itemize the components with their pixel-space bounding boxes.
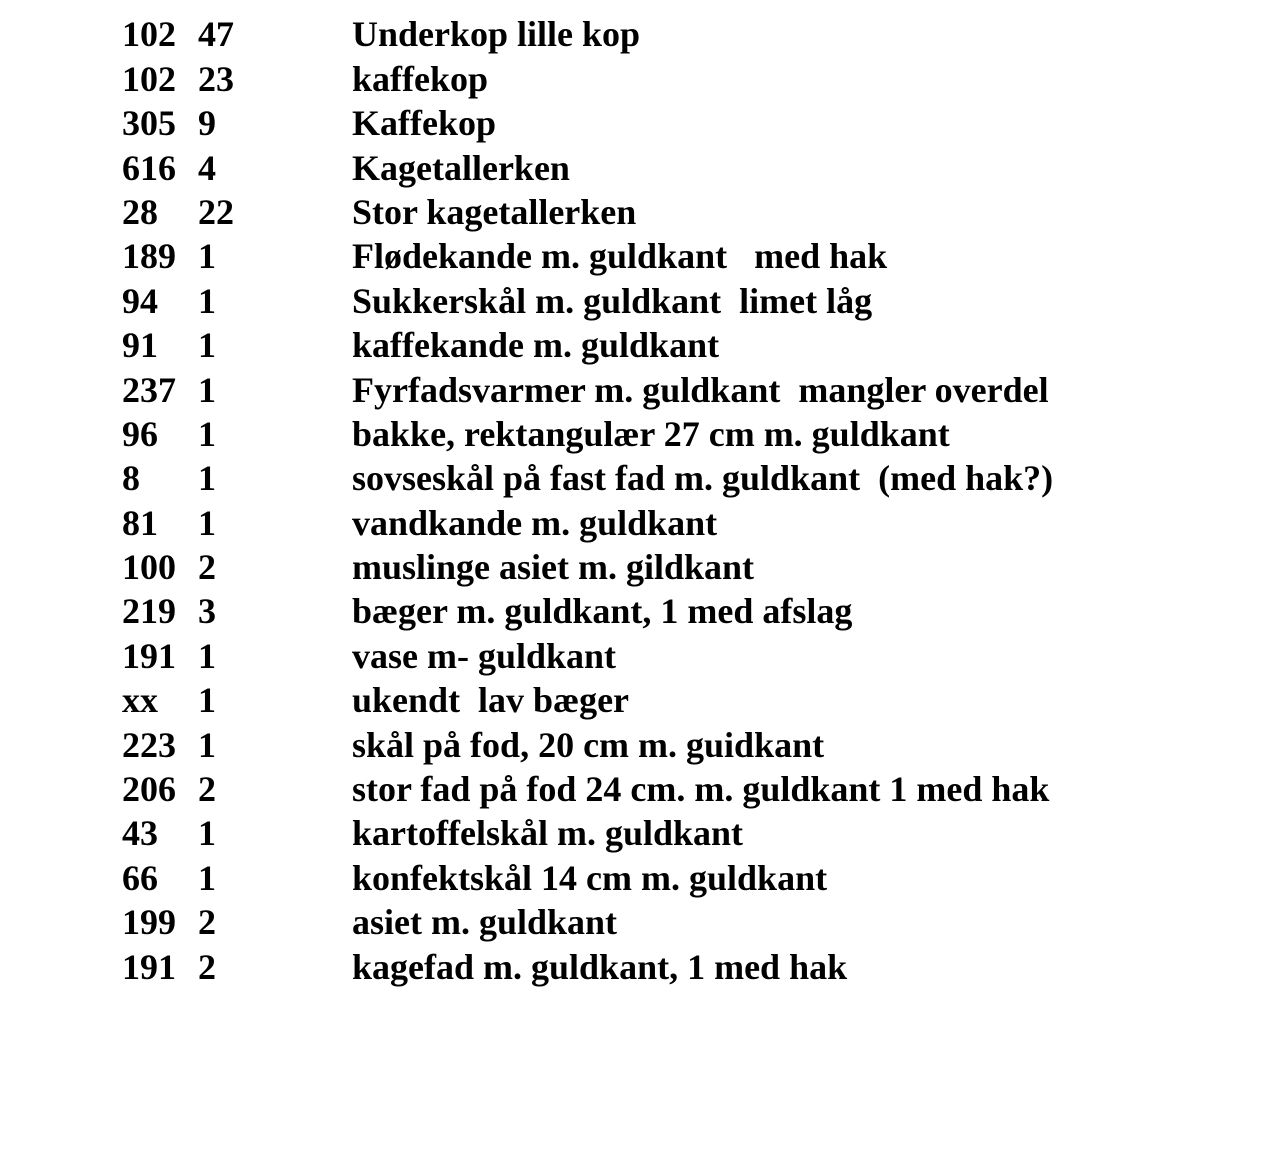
item-quantity: 23 — [198, 58, 234, 99]
list-item — [0, 501, 1280, 545]
list-item — [0, 368, 1280, 412]
item-number: 237 — [122, 369, 176, 410]
item-quantity: 1 — [198, 502, 216, 543]
item-number: 96 — [122, 413, 158, 454]
list-item — [0, 0, 1280, 12]
item-quantity: 4 — [198, 147, 216, 188]
item-number: 189 — [122, 236, 176, 277]
item-number: 94 — [122, 280, 158, 321]
list-item — [0, 900, 1280, 944]
item-quantity: 47 — [198, 14, 234, 55]
list-item — [0, 856, 1280, 900]
list-item — [0, 101, 1280, 145]
item-description: vandkande m. guldkant — [352, 502, 718, 543]
item-number: 219 — [122, 591, 176, 632]
item-description: ukendt lav bæger — [352, 680, 630, 721]
item-quantity: 2 — [198, 547, 216, 588]
list-item — [0, 412, 1280, 456]
item-number: 100 — [122, 547, 176, 588]
item-description: bakke, rektangulær 27 cm m. guldkant — [352, 413, 950, 454]
item-number: 102 — [122, 14, 176, 55]
list-item — [0, 234, 1280, 278]
list-item — [0, 545, 1280, 589]
list-item — [0, 190, 1280, 234]
item-number: 223 — [122, 724, 176, 765]
list-item — [0, 323, 1280, 367]
item-description: stor fad på fod 24 cm. m. guldkant 1 med hak — [352, 769, 1050, 810]
item-description: kaffekop — [352, 58, 489, 99]
item-quantity: 2 — [198, 769, 216, 810]
item-number: 191 — [122, 635, 176, 676]
item-number: 199 — [122, 902, 176, 943]
item-quantity: 1 — [198, 724, 216, 765]
item-number: 191 — [122, 946, 176, 987]
item-description: Kagetallerken — [352, 147, 570, 188]
item-number: 305 — [122, 103, 176, 144]
item-description: Kaffekop — [352, 103, 496, 144]
item-quantity: 22 — [198, 191, 234, 232]
item-number: 8 — [122, 458, 140, 499]
item-number: 616 — [122, 147, 176, 188]
item-quantity: 1 — [198, 369, 216, 410]
item-quantity: 1 — [198, 857, 216, 898]
list-item — [0, 146, 1280, 190]
item-description: Underkop lille kop — [352, 14, 641, 55]
list-item — [0, 678, 1280, 722]
list-item — [0, 723, 1280, 767]
item-description: kartoffelskål m. guldkant — [352, 813, 744, 854]
item-description: konfektskål 14 cm m. guldkant — [352, 857, 828, 898]
item-description: Stor kagetallerken — [352, 191, 637, 232]
list-item — [0, 589, 1280, 633]
item-quantity: 9 — [198, 103, 216, 144]
item-description: Flødekande m. guldkant med hak — [352, 236, 888, 277]
item-quantity: 1 — [198, 280, 216, 321]
item-quantity: 1 — [198, 813, 216, 854]
item-quantity: 3 — [198, 591, 216, 632]
item-description: Sukkerskål m. guldkant limet låg — [352, 280, 873, 321]
list-item — [0, 811, 1280, 855]
list-item — [0, 57, 1280, 101]
item-quantity: 2 — [198, 946, 216, 987]
item-number: xx — [122, 680, 158, 721]
item-number: 102 — [122, 58, 176, 99]
item-description: sovseskål på fast fad m. guldkant (med hak?) — [352, 458, 1054, 499]
item-quantity: 1 — [198, 458, 216, 499]
item-description: bæger m. guldkant, 1 med afslag — [352, 591, 853, 632]
item-number: 81 — [122, 502, 158, 543]
item-quantity: 1 — [198, 325, 216, 366]
item-description: kaffekande m. guldkant — [352, 325, 720, 366]
item-quantity: 1 — [198, 635, 216, 676]
item-quantity: 1 — [198, 236, 216, 277]
list-item — [0, 945, 1280, 989]
item-quantity: 2 — [198, 902, 216, 943]
list-item — [0, 12, 1280, 56]
list-item — [0, 279, 1280, 323]
list-item — [0, 767, 1280, 811]
item-quantity: 1 — [198, 413, 216, 454]
item-number: 66 — [122, 857, 158, 898]
list-item — [0, 456, 1280, 500]
item-number: 28 — [122, 191, 158, 232]
list-item — [0, 634, 1280, 678]
item-number: 43 — [122, 813, 158, 854]
item-number: 206 — [122, 769, 176, 810]
item-quantity: 1 — [198, 680, 216, 721]
item-description: Fyrfadsvarmer m. guldkant mangler overdel — [352, 369, 1049, 410]
item-description: muslinge asiet m. gildkant — [352, 547, 755, 588]
item-description: vase m- guldkant — [352, 635, 617, 676]
item-number: 91 — [122, 325, 158, 366]
item-description: asiet m. guldkant — [352, 902, 618, 943]
item-description: skål på fod, 20 cm m. guidkant — [352, 724, 825, 765]
item-description: kagefad m. guldkant, 1 med hak — [352, 946, 848, 987]
